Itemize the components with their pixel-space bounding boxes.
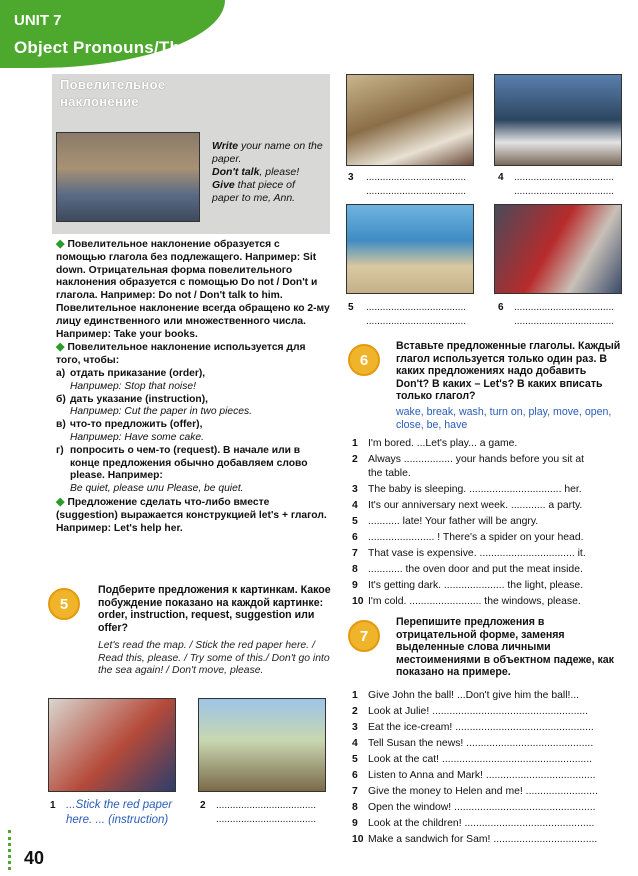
caption-5-line-b: .................................... (366, 316, 467, 327)
rule-2: ◆ Повелительное наклонение используется для того, чтобы: (56, 341, 306, 367)
photo-5 (346, 204, 474, 294)
caption-2-line-b: .................................... (216, 814, 317, 825)
rule-3: ◆ Предложение сделать что-либо вместе (suggestion) выражается конструкцией let's + глагол. Например: Let's help her. (56, 495, 327, 534)
photo-3 (346, 74, 474, 166)
example-1: Write your name on the paper. (212, 140, 323, 165)
topic-part-a: Object (14, 38, 74, 57)
caption-6-line-b: .................................... (514, 316, 615, 327)
ex7-item-9: 9 Look at the children! ............................................. (352, 818, 595, 829)
caption-2-line: .................................... (216, 800, 317, 811)
bullet-icon: ◆ (56, 238, 65, 250)
ex6-item-2b: the table. (368, 468, 411, 479)
exercise-7-task: Перепишите предложения в отрицательной форме, заменяя выделенные слова личными местоимениями в объектном падеже, как показано на примере. (396, 616, 614, 678)
grammar-rules (56, 238, 332, 535)
page-number: 40 (24, 848, 45, 868)
classroom-photo (56, 132, 200, 222)
photo-1 (48, 698, 176, 792)
page-marker (8, 830, 12, 870)
caption-3-num: 3 (348, 172, 354, 183)
ex6-item-4: 4 It's our anniversary next week. ............ a party. (352, 500, 583, 511)
grammar-examples (212, 140, 324, 205)
caption-4-line: .................................... (514, 172, 615, 183)
ex6-item-7: 7 That vase is expensive. ................................. it. (352, 548, 586, 559)
caption-6-num: 6 (498, 302, 504, 313)
exercise-6-verbs: wake, break, wash, turn on, play, move, open, close, be, have (396, 406, 612, 431)
caption-1-answer: ...Stick the red paper here. ... (instruction) (66, 799, 173, 826)
rule-1: ◆ Повелительное наклонение образуется с помощью глагола без подлежащего. Например: Sit down. Отрицательная форма повелительного наклонения образуется с помощью Do not / Don't и глагола. Например: Do not / Don't talk to him. Повелительное наклонение всегда обращено ко 2-му лицу единственного или множественного числа. Например: Take your books. (56, 238, 330, 340)
photo-4 (494, 74, 622, 166)
sub-d: г) попросить о чем-то (request). В начале или в конце предложения обычно добавляем слово please. Например: Be quiet, please или Please, be quiet. (56, 444, 308, 495)
ex7-item-8: 8 Open the window! ................................................. (352, 802, 596, 813)
caption-3-line: .................................... (366, 172, 467, 183)
caption-2-num: 2 (200, 800, 206, 811)
topic-part-b: Pronouns/The Imperative (73, 38, 282, 57)
caption-1-num: 1 (50, 800, 56, 811)
exercise-6-badge: 6 (348, 344, 380, 376)
ex7-item-5: 5 Look at the cat! .................................................... (352, 754, 593, 765)
caption-3-line-b: .................................... (366, 186, 467, 197)
ex7-item-2: 2 Look at Julie! ...................................................... (352, 706, 589, 717)
ex7-item-10: 10 Make a sandwich for Sam! .................................... (352, 834, 598, 845)
example-3: Give that piece of paper to me, Ann. (212, 179, 296, 204)
ex7-item-7: 7 Give the money to Helen and me! ......................... (352, 786, 598, 797)
sub-c: в) что-то предложить (offer), Например: Have some cake. (56, 419, 204, 443)
caption-4-num: 4 (498, 172, 504, 183)
unit-label: UNIT 7 (14, 12, 62, 29)
exercise-5-task: Подберите предложения к картинкам. Какое побуждение показано на каждой картинке: order, instruction, request, suggestion или offer? (98, 584, 331, 634)
exercise-5-sentences: Let's read the map. / Stick the red paper here. / Read this, please. / Try some of this./ Don't go into the sea again! / Don't move, please. (98, 640, 330, 677)
bullet-icon: ◆ (56, 341, 65, 354)
sub-b: б) дать указание (instruction), Например: Cut the paper in two pieces. (56, 393, 253, 418)
photo-6 (494, 204, 622, 294)
caption-5-line: .................................... (366, 302, 467, 313)
ex6-item-6: 6 ....................... ! There's a spider on your head. (352, 532, 584, 543)
exercise-7-badge: 7 (348, 620, 380, 652)
unit-topic (14, 38, 282, 58)
caption-6-line: .................................... (514, 302, 615, 313)
ex6-item-2: 2 Always ................. your hands before you sit at (352, 454, 584, 465)
ex6-item-10: 10 I'm cold. ......................... the windows, please. (352, 596, 581, 607)
bullet-icon: ◆ (56, 495, 65, 508)
ex7-item-3: 3 Eat the ice-cream! ................................................ (352, 722, 594, 733)
ex7-item-6: 6 Listen to Anna and Mark! ...................................... (352, 770, 596, 781)
grammar-title: Повелительное наклонение (60, 77, 166, 109)
exercise-5-badge: 5 (48, 588, 80, 620)
exercise-6-task: Вставьте предложенные глаголы. Каждый глагол используется только один раз. В каких предложениях надо добавить Don't? В каких – Let's? В каких вписать только глагол? (396, 340, 621, 402)
caption-5-num: 5 (348, 302, 354, 313)
example-2: Don't talk, please! (212, 166, 300, 178)
ex6-item-9: 9 It's getting dark. ..................... the light, please. (352, 580, 584, 591)
ex6-item-5: 5 ........... late! Your father will be angry. (352, 516, 539, 527)
ex6-item-1: 1 I'm bored. ...Let's play... a game. (352, 438, 518, 449)
ex6-item-8: 8 ............ the oven door and put the meat inside. (352, 564, 583, 575)
photo-2 (198, 698, 326, 792)
ex6-item-3: 3 The baby is sleeping. ................................ her. (352, 484, 582, 495)
ex7-item-4: 4 Tell Susan the news! ............................................ (352, 738, 594, 749)
ex7-item-1: 1 Give John the ball! ...Don't give him the ball!... (352, 690, 580, 701)
caption-4-line-b: .................................... (514, 186, 615, 197)
sub-a: а) отдать приказание (order), Например: Stop that noise! (56, 367, 206, 392)
